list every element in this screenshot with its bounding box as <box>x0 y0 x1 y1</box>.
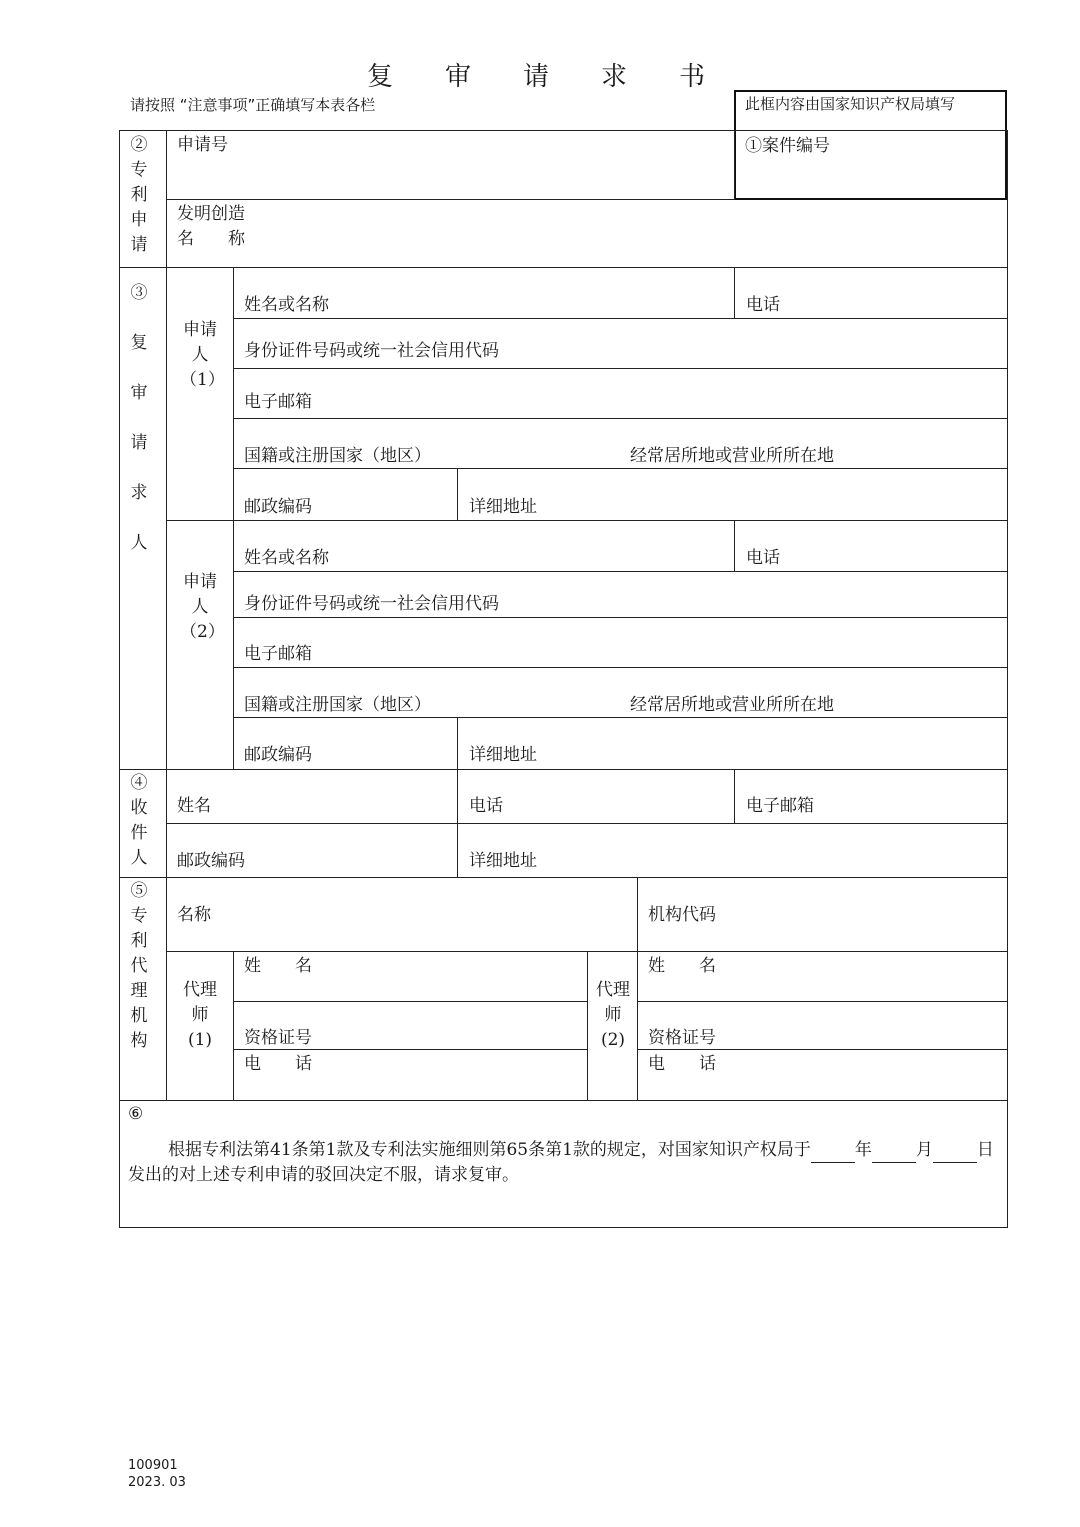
applicant-1-postal-label: 邮政编码 <box>244 497 312 517</box>
section-3-label: ③复审请求人 <box>130 283 148 553</box>
divider <box>734 267 735 319</box>
divider <box>166 199 734 200</box>
divider <box>233 617 1008 618</box>
request-statement <box>128 1138 1000 1188</box>
applicant-1-email-label: 电子邮箱 <box>244 392 312 412</box>
invention-name-label-line2: 名 称 <box>177 229 245 249</box>
divider <box>166 823 1008 824</box>
applicant-1-label: 申请人（1） <box>180 320 225 390</box>
agent-2-name-label: 姓 名 <box>648 956 716 976</box>
agent-2-qualification-label: 资格证号 <box>648 1028 716 1048</box>
divider <box>233 951 234 1100</box>
applicant-1-address-label: 详细地址 <box>469 497 537 517</box>
agent-2-label: 代理师(2) <box>596 980 630 1050</box>
divider <box>233 418 1008 419</box>
statement-text-part1: 根据专利法第41条第1款及专利法实施细则第65条第1款的规定，对国家知识产权局于 <box>168 1140 811 1160</box>
section-divider <box>119 267 1008 268</box>
divider <box>233 717 1008 718</box>
recipient-address-label: 详细地址 <box>469 851 537 871</box>
application-number-label: 申请号 <box>177 135 228 155</box>
agent-1-label: 代理师(1) <box>183 980 217 1050</box>
label-column-divider <box>166 130 167 1100</box>
divider <box>457 717 458 769</box>
section-divider <box>119 769 1008 770</box>
month-blank-a[interactable] <box>872 1146 916 1163</box>
applicant-2-id-label: 身份证件号码或统一社会信用代码 <box>244 594 499 614</box>
agent-1-qualification-label: 资格证号 <box>244 1028 312 1048</box>
section-6-label: ⑥ <box>128 1104 144 1124</box>
divider <box>637 1049 1008 1050</box>
applicant-1-phone-label: 电话 <box>746 295 780 315</box>
section-4-label: ④收件人 <box>130 773 148 868</box>
divider <box>637 1001 1008 1002</box>
applicant-1-id-label: 身份证件号码或统一社会信用代码 <box>244 341 499 361</box>
divider <box>233 1001 587 1002</box>
divider <box>734 130 735 200</box>
applicant-2-residence-label: 经常居所地或营业所所在地 <box>630 695 834 715</box>
applicant-2-postal-label: 邮政编码 <box>244 745 312 765</box>
applicant-2-name-label: 姓名或名称 <box>244 548 329 568</box>
applicant-1-name-label: 姓名或名称 <box>244 295 329 315</box>
agent-1-name-label: 姓 名 <box>244 956 312 976</box>
applicant-2-phone-label: 电话 <box>746 548 780 568</box>
agent-1-phone-label: 电 话 <box>244 1054 312 1074</box>
office-use-note: 此框内容由国家知识产权局填写 <box>745 95 956 113</box>
case-number-label: ①案件编号 <box>745 136 830 156</box>
divider <box>233 667 1008 668</box>
month-label: 月 <box>915 1140 933 1160</box>
divider <box>734 520 735 572</box>
divider <box>233 318 1008 319</box>
recipient-postal-label: 邮政编码 <box>177 851 245 871</box>
divider <box>233 1049 587 1050</box>
divider <box>233 368 1008 369</box>
applicant-1-residence-label: 经常居所地或营业所所在地 <box>630 446 834 466</box>
section-divider <box>119 1100 1008 1101</box>
applicant-2-label: 申请人（2） <box>180 572 225 642</box>
divider <box>457 468 458 520</box>
agency-name-label: 名称 <box>177 905 211 925</box>
section-divider <box>119 877 1008 878</box>
applicant-1-nationality-label: 国籍或注册国家（地区） <box>244 446 431 466</box>
sub-label-divider <box>233 267 234 769</box>
recipient-email-label: 电子邮箱 <box>746 796 814 816</box>
divider <box>233 468 1008 469</box>
applicant-2-email-label: 电子邮箱 <box>244 644 312 664</box>
divider <box>587 951 588 1100</box>
divider <box>637 877 638 1100</box>
year-label: 年 <box>854 1140 872 1160</box>
form-code: 100901 <box>128 1458 178 1473</box>
divider <box>233 571 1008 572</box>
agency-code-label: 机构代码 <box>648 905 716 925</box>
invention-name-label-line1: 发明创造 <box>177 204 245 224</box>
applicant-2-nationality-label: 国籍或注册国家（地区） <box>244 695 431 715</box>
divider <box>734 769 735 824</box>
page-title: 复审请求书 <box>366 62 757 92</box>
instruction-text: 请按照 “注意事项”正确填写本表各栏 <box>130 96 376 114</box>
recipient-name-label: 姓名 <box>177 796 211 816</box>
form-version: 2023. 03 <box>128 1475 186 1490</box>
recipient-phone-label: 电话 <box>469 796 503 816</box>
agent-2-phone-label: 电 话 <box>648 1054 716 1074</box>
statement-text-part2: 日发出的对上述专利申请的驳回决定不服，请求复审。 <box>128 1140 994 1185</box>
applicant-divider <box>166 520 1008 521</box>
day-blank[interactable] <box>933 1146 977 1163</box>
section-5-label: ⑤专利代理机构 <box>130 881 148 1051</box>
applicant-2-address-label: 详细地址 <box>469 745 537 765</box>
year-blank[interactable] <box>811 1146 855 1163</box>
section-2-label: ②专利申请 <box>130 135 148 255</box>
